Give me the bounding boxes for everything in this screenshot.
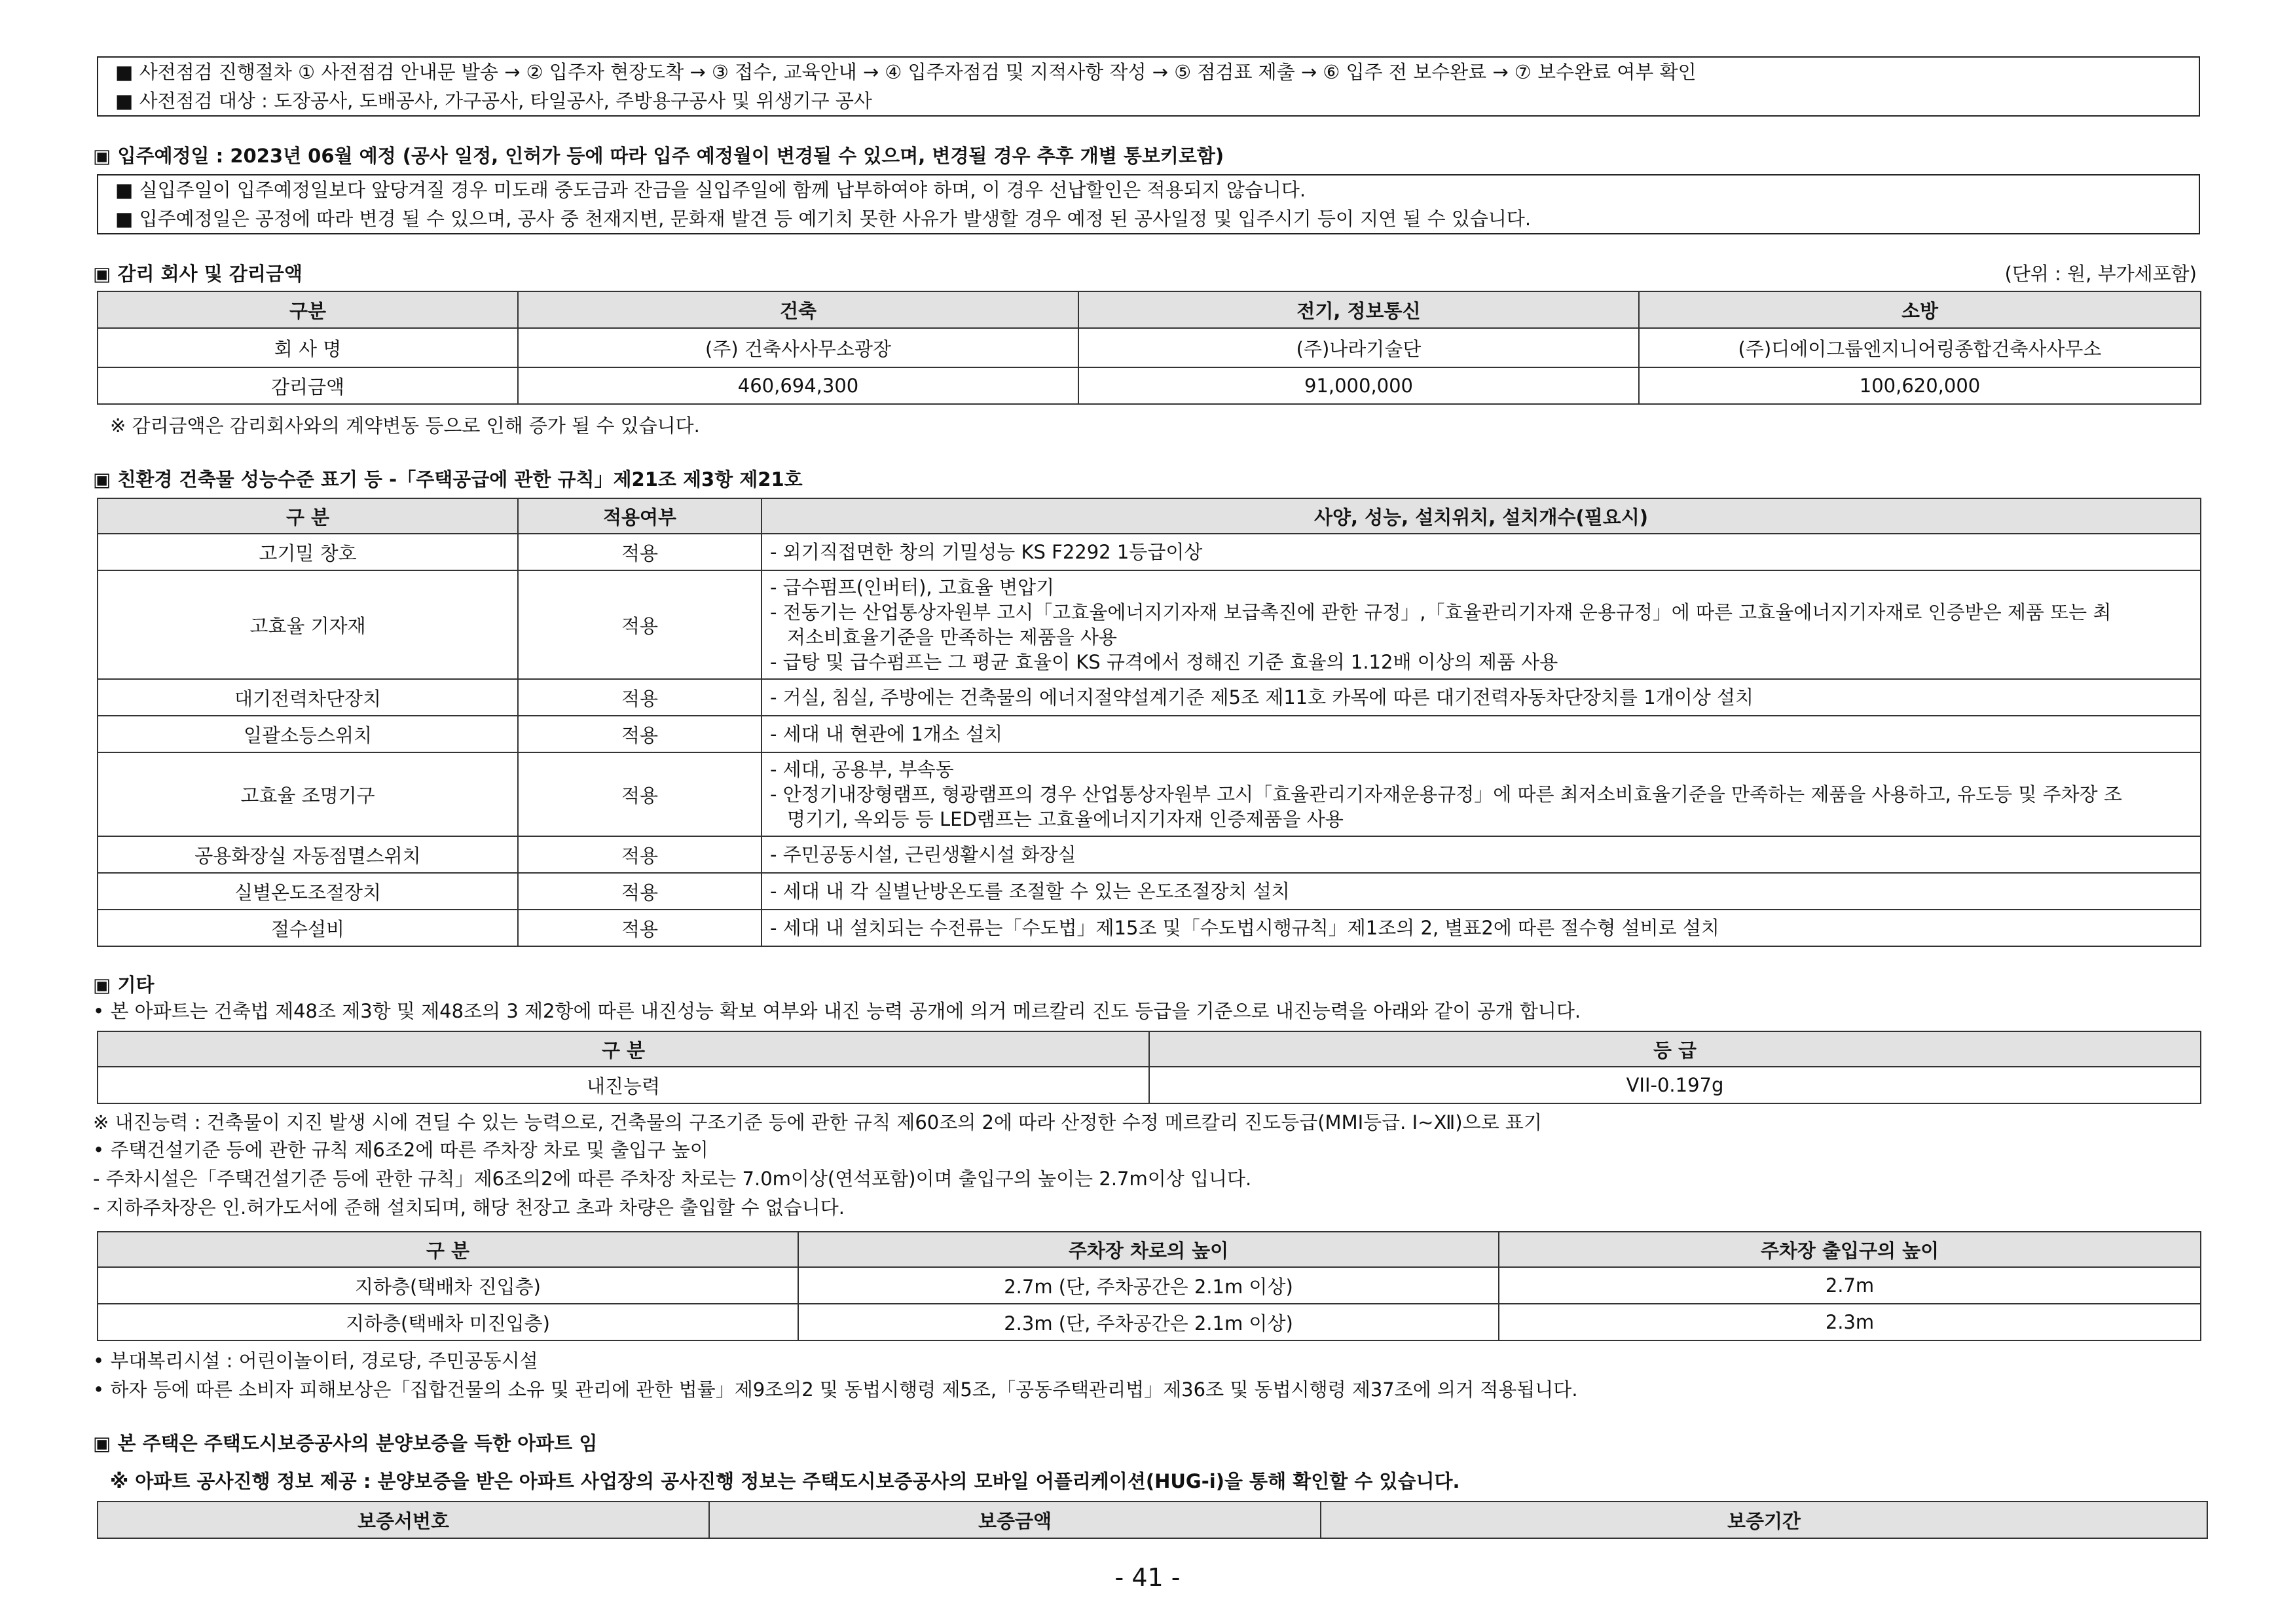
eco-spec [762, 534, 2201, 570]
supervision-heading: ▣ 감리 회사 및 감리금액 [93, 263, 303, 285]
eco-header: 적용여부 [518, 498, 762, 534]
parking-header: 구 분 [98, 1232, 798, 1267]
table-row [98, 367, 2201, 404]
supervision-header: 구분 [98, 291, 518, 328]
eco-heading: ▣ 친환경 건축물 성능수준 표기 등 -「주택공급에 관한 규칙」제21조 제3항 제21호 [93, 468, 803, 490]
supervision-header: 전기, 정보통신 [1078, 291, 1639, 328]
etc-line: - 주차시설은「주택건설기준 등에 관한 규칙」제6조의2에 따른 주차장 차로는 7.0m이상(연석포함)이며 출입구의 높이는 2.7m이상 입니다. [93, 1168, 1252, 1190]
table-row [98, 679, 2201, 716]
parking-cell: 지하층(택배차 미진입층) [98, 1304, 798, 1340]
supervision-cell: (주)나라기술단 [1078, 328, 1639, 367]
movein-box [97, 174, 2200, 234]
eco-name: 고효율 조명기구 [98, 752, 518, 836]
movein-line: ■ 입주예정일은 공정에 따라 변경 될 수 있으며, 공사 중 천재지변, 문화재 발견 등 예기치 못한 사유가 발생할 경우 예정 된 공사일정 및 입주시기 등이 지연 될 수 있습니다. [115, 208, 1532, 230]
etc-line: • 주택건설기준 등에 관한 규칙 제6조2에 따른 주차장 차로 및 출입구 높이 [93, 1139, 708, 1161]
etc-line: ※ 내진능력 : 건축물이 지진 발생 시에 견딜 수 있는 능력으로, 건축물의 구조기준 등에 관한 규칙 제60조의 2에 따라 산정한 수정 메르칼리 진도등급(MMI등급. Ⅰ~Ⅻ)으로 표기 [93, 1111, 1542, 1134]
eco-spec [762, 873, 2201, 910]
etc-bullet: • 하자 등에 따른 소비자 피해보상은「집합건물의 소유 및 관리에 관한 법률」제9조의2 및 동법시행령 제5조,「공동주택관리법」제36조 및 동법시행령 제37조에 의거 적용됩니다. [93, 1378, 1578, 1401]
table-row [98, 836, 2201, 873]
movein-heading: ▣ 입주예정일 : 2023년 06월 예정 (공사 일정, 인허가 등에 따라 입주 예정월이 변경될 수 있으며, 변경될 경우 추후 개별 통보키로함) [93, 145, 1224, 167]
supervision-cell: 회 사 명 [98, 328, 518, 367]
supervision-table [97, 291, 2201, 405]
table-row [98, 328, 2201, 367]
seismic-table [97, 1031, 2201, 1104]
parking-cell: 2.7m [1499, 1267, 2201, 1304]
eco-apply: 적용 [518, 534, 762, 570]
parking-header: 주차장 차로의 높이 [798, 1232, 1499, 1267]
eco-name: 공용화장실 자동점멸스위치 [98, 836, 518, 873]
seismic-cell: VII-0.197g [1149, 1067, 2201, 1103]
table-row [98, 570, 2201, 679]
movein-line: ■ 실입주일이 입주예정일보다 앞당겨질 경우 미도래 중도금과 잔금을 실입주일에 함께 납부하여야 하며, 이 경우 선납할인은 적용되지 않습니다. [115, 179, 1306, 201]
supervision-cell: 감리금액 [98, 367, 518, 404]
guarantee-header: 보증서번호 [98, 1502, 709, 1538]
parking-cell: 2.3m (단, 주차공간은 2.1m 이상) [798, 1304, 1499, 1340]
supervision-cell: 460,694,300 [518, 367, 1078, 404]
eco-name: 고효율 기자재 [98, 570, 518, 679]
eco-name: 실별온도조절장치 [98, 873, 518, 910]
etc-bullet: • 부대복리시설 : 어린이놀이터, 경로당, 주민공동시설 [93, 1350, 538, 1372]
guarantee-table [97, 1501, 2208, 1539]
guarantee-subheading: ※ 아파트 공사진행 정보 제공 : 분양보증을 받은 아파트 사업장의 공사진행 정보는 주택도시보증공사의 모바일 어플리케이션(HUG-i)을 통해 확인할 수 있습니다. [110, 1470, 1460, 1492]
eco-spec-line: - 외기직접면한 창의 기밀성능 KS F2292 1등급이상 [770, 541, 1203, 563]
eco-table [97, 498, 2201, 947]
eco-apply: 적용 [518, 873, 762, 910]
precheck-line: ■ 사전점검 대상 : 도장공사, 도배공사, 가구공사, 타일공사, 주방용구공사 및 위생기구 공사 [115, 90, 872, 112]
eco-name: 절수설비 [98, 910, 518, 946]
guarantee-header: 보증금액 [709, 1502, 1321, 1538]
eco-spec-line: - 세대 내 각 실별난방온도를 조절할 수 있는 온도조절장치 설치 [770, 880, 1290, 902]
supervision-header: 건축 [518, 291, 1078, 328]
supervision-cell: 91,000,000 [1078, 367, 1639, 404]
etc-line: - 지하주차장은 인.허가도서에 준해 설치되며, 해당 천장고 초과 차량은 출입할 수 없습니다. [93, 1196, 845, 1219]
supervision-cell: (주)디에이그룹엔지니어링종합건축사사무소 [1639, 328, 2201, 367]
guarantee-header: 보증기간 [1321, 1502, 2207, 1538]
parking-header: 주차장 출입구의 높이 [1499, 1232, 2201, 1267]
supervision-cell: (주) 건축사사무소광장 [518, 328, 1078, 367]
eco-spec-line: - 급수펌프(인버터), 고효율 변압기 [770, 576, 1055, 599]
eco-spec-line: - 안정기내장형램프, 형광램프의 경우 산업통상자원부 고시「효율관리기자재운용규정」에 따른 최저소비효율기준을 만족하는 제품을 사용하고, 유도등 및 주차장 조 [770, 783, 2122, 805]
parking-cell: 2.7m (단, 주차공간은 2.1m 이상) [798, 1267, 1499, 1304]
eco-apply: 적용 [518, 910, 762, 946]
eco-apply: 적용 [518, 570, 762, 679]
eco-apply: 적용 [518, 752, 762, 836]
supervision-note: ※ 감리금액은 감리회사와의 계약변동 등으로 인해 증가 될 수 있습니다. [110, 415, 700, 437]
parking-cell: 지하층(택배차 진입층) [98, 1267, 798, 1304]
seismic-header: 등 급 [1149, 1031, 2201, 1067]
table-row [98, 534, 2201, 570]
eco-spec [762, 910, 2201, 946]
table-row [98, 910, 2201, 946]
eco-spec-line: - 세대, 공용부, 부속동 [770, 758, 954, 781]
parking-cell: 2.3m [1499, 1304, 2201, 1340]
eco-spec-line: - 거실, 침실, 주방에는 건축물의 에너지절약설계기준 제5조 제11호 카목에 따른 대기전력자동차단장치를 1개이상 설치 [770, 686, 1753, 709]
eco-spec-line: - 주민공동시설, 근린생활시설 화장실 [770, 843, 1076, 866]
table-row [98, 1267, 2201, 1304]
eco-spec-line: - 세대 내 현관에 1개소 설치 [770, 723, 1003, 745]
eco-name: 일괄소등스위치 [98, 716, 518, 752]
table-row [98, 1304, 2201, 1340]
eco-header: 구 분 [98, 498, 518, 534]
supervision-cell: 100,620,000 [1639, 367, 2201, 404]
supervision-header: 소방 [1639, 291, 2201, 328]
precheck-box [97, 56, 2200, 117]
eco-spec [762, 752, 2201, 836]
supervision-unit: (단위 : 원, 부가세포함) [2004, 263, 2197, 285]
eco-name: 고기밀 창호 [98, 534, 518, 570]
table-row [98, 1067, 2201, 1103]
seismic-header: 구 분 [98, 1031, 1149, 1067]
etc-heading: ▣ 기타 [93, 974, 155, 996]
eco-header: 사양, 성능, 설치위치, 설치개수(필요시) [762, 498, 2201, 534]
parking-table [97, 1231, 2201, 1341]
eco-spec-line: - 급탕 및 급수펌프는 그 평균 효율이 KS 규격에서 정해진 기준 효율의 1.12배 이상의 제품 사용 [770, 651, 1558, 673]
precheck-line: ■ 사전점검 진행절차 ① 사전점검 안내문 발송 → ② 입주자 현장도착 → ③ 접수, 교육안내 → ④ 입주자점검 및 지적사항 작성 → ⑤ 점검표 제출 → ⑥ 입주 전 보수완료 → ⑦ 보수완료 여부 확인 [115, 61, 1697, 83]
table-row [98, 873, 2201, 910]
eco-name: 대기전력차단장치 [98, 679, 518, 716]
eco-spec-line: - 전동기는 산업통상자원부 고시「고효율에너지기자재 보급촉진에 관한 규정」,「효율관리기자재 운용규정」에 따른 고효율에너지기자재로 인증받은 제품 또는 최 [770, 601, 2112, 623]
eco-spec-line: - 세대 내 설치되는 수전류는「수도법」제15조 및「수도법시행규칙」제1조의 2, 별표2에 따른 절수형 설비로 설치 [770, 917, 1719, 939]
eco-spec [762, 679, 2201, 716]
table-row [98, 716, 2201, 752]
eco-spec [762, 836, 2201, 873]
eco-spec [762, 570, 2201, 679]
eco-spec-line: 저소비효율기준을 만족하는 제품을 사용 [787, 626, 1117, 648]
seismic-cell: 내진능력 [98, 1067, 1149, 1103]
page-number: - 41 - [1114, 1563, 1181, 1592]
etc-intro: • 본 아파트는 건축법 제48조 제3항 및 제48조의 3 제2항에 따른 내진성능 확보 여부와 내진 능력 공개에 의거 메르칼리 진도 등급을 기준으로 내진능력을 아래와 같이 공개 합니다. [93, 1000, 1581, 1022]
eco-apply: 적용 [518, 716, 762, 752]
eco-apply: 적용 [518, 836, 762, 873]
eco-spec-line: 명기기, 옥외등 등 LED램프는 고효율에너지기자재 인증제품을 사용 [787, 808, 1344, 830]
table-row [98, 752, 2201, 836]
eco-apply: 적용 [518, 679, 762, 716]
guarantee-heading: ▣ 본 주택은 주택도시보증공사의 분양보증을 득한 아파트 임 [93, 1432, 598, 1454]
eco-spec [762, 716, 2201, 752]
